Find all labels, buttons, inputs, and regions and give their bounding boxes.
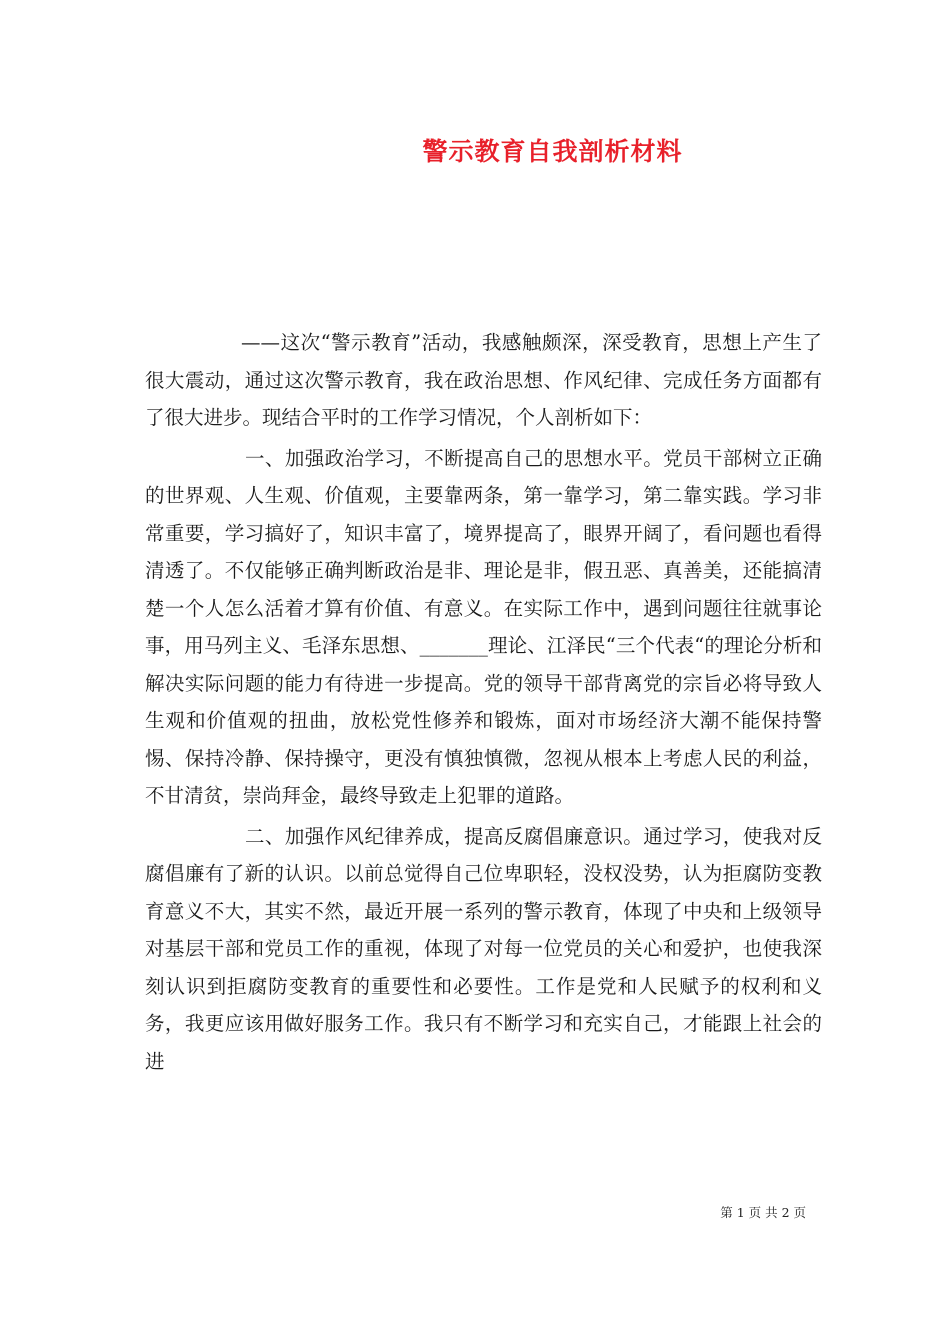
page-number-footer: 第 1 页 共 2 页: [720, 1205, 806, 1220]
document-body: [145, 324, 822, 1080]
section-two-paragraph: 二、加强作风纪律养成，提高反腐倡廉意识。通过学习，使我对反腐倡廉有了新的认识。以前总觉得自己位卑职轻，没权没势，认为拒腐防变教育意义不大，其实不然，最近开展一系列的警示教育，体现了中央和上级领导对基层干部和党员工作的重视，体现了对每一位党员的关心和爱护，也使我深刻认识到拒腐防变教育的重要性和必要性。工作是党和人民赋予的权利和义务，我更应该用做好服务工作。我只有不断学习和充实自己，才能跟上社会的进: [145, 824, 822, 1073]
intro-paragraph: ——这次“警示教育”活动，我感触颇深，深受教育，思想上产生了很大震动，通过这次警示教育，我在政治思想、作风纪律、完成任务方面都有了很大进步。现结合平时的工作学习情况，个人剖析如下：: [145, 331, 822, 429]
document-title: 警示教育自我剖析材料: [422, 137, 683, 166]
section-one-paragraph: 一、加强政治学习，不断提高自己的思想水平。党员干部树立正确的世界观、人生观、价值观，主要靠两条，第一靠学习，第二靠实践。学习非常重要，学习搞好了，知识丰富了，境界提高了，眼界开阔了，看问题也看得清透了。不仅能够正确判断政治是非、理论是非，假丑恶、真善美，还能搞清楚一个人怎么活着才算有价值、有意义。在实际工作中，遇到问题往往就事论事，用马列主义、毛泽东思想、_______理论、江泽民“三个代表“的理论分析和解决实际问题的能力有待进一步提高。党的领导干部背离党的宗旨必将导致人生观和价值观的扭曲，放松党性修养和锻炼，面对市场经济大潮不能保持警惕、保持冷静、保持操守，更没有慎独慎微，忽视从根本上考虑人民的利益，不甘清贫，崇尚拜金，最终导致走上犯罪的道路。: [145, 446, 822, 807]
